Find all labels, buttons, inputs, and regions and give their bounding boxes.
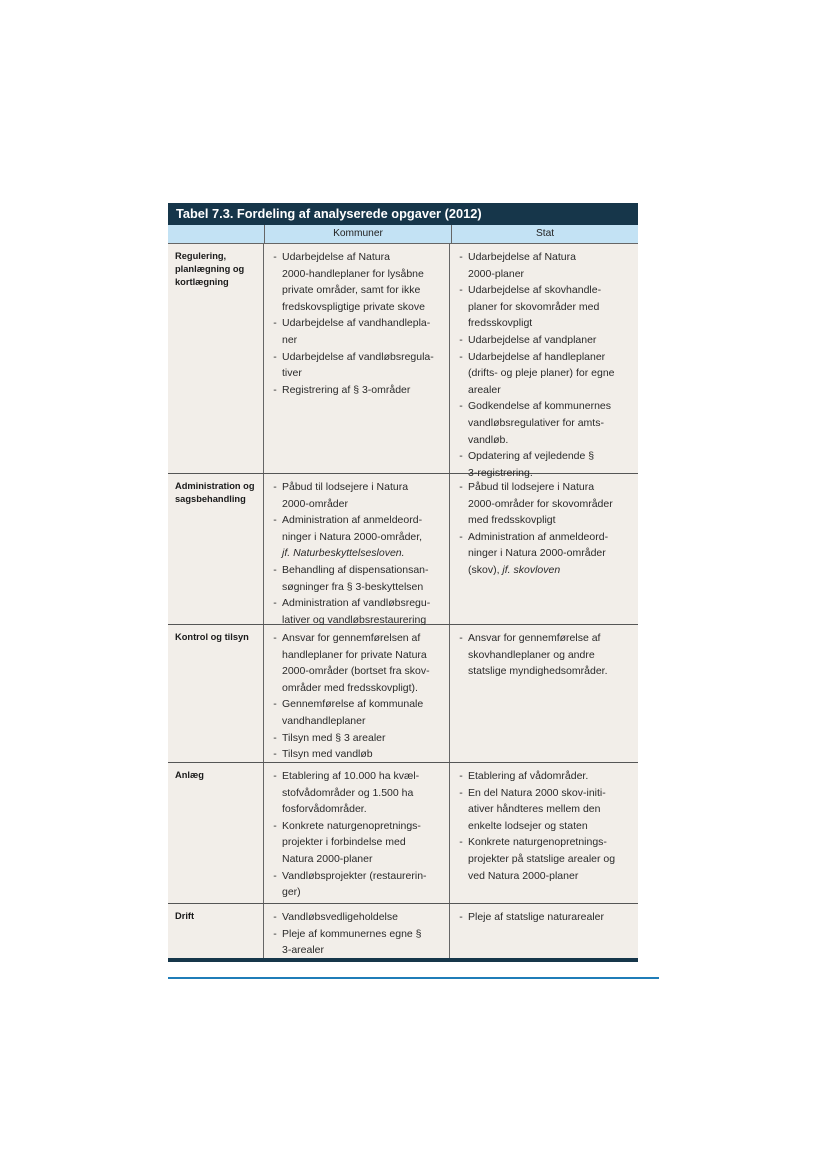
text-line: 2000-områder for skovområder — [468, 497, 613, 510]
list-item — [268, 696, 445, 729]
text-line: Påbud til lodsejere i Natura — [282, 481, 409, 493]
kommuner-cell — [264, 474, 450, 624]
text-line: Påbud til lodsejere i Natura — [468, 481, 595, 493]
stat-cell — [450, 763, 638, 903]
dash-bullet: - — [273, 927, 277, 940]
text-line: (skov), jf. skovloven — [468, 563, 561, 576]
dash-bullet: - — [459, 284, 463, 297]
text-line: Konkrete naturgenopretnings- — [468, 836, 607, 849]
row-label-line: Regulering, — [175, 251, 227, 261]
dash-bullet: - — [459, 481, 463, 493]
text-line: handleplaner for private Natura — [282, 648, 427, 661]
list-item — [454, 479, 634, 529]
list-item — [454, 785, 634, 835]
table-row — [168, 763, 638, 904]
list-item — [268, 512, 445, 562]
list-item-text — [468, 630, 608, 680]
kommuner-cell — [264, 763, 450, 903]
kommuner-cell — [264, 244, 450, 473]
list-item-text — [468, 785, 606, 835]
stat-cell — [450, 625, 638, 762]
dash-bullet: - — [273, 563, 277, 576]
list-item — [268, 926, 445, 959]
text-line: søgninger fra § 3-beskyttelsen — [282, 580, 424, 593]
row-label — [168, 904, 264, 958]
list-item — [268, 382, 445, 399]
list-item — [454, 332, 634, 349]
list-item — [454, 349, 634, 399]
header-empty-cell — [168, 225, 265, 243]
list-item-text — [282, 479, 408, 512]
text-line: stofvådområder og 1.500 ha — [282, 786, 414, 799]
dash-bullet: - — [459, 632, 463, 644]
row-label-line: planlægning og — [175, 264, 245, 274]
list-item — [268, 868, 445, 901]
dash-bullet: - — [273, 698, 277, 711]
text-line: Ansvar for gennemførelsen af — [282, 632, 421, 644]
row-label-line: sagsbehandling — [175, 494, 246, 504]
table-row — [168, 904, 638, 959]
list-item-text — [282, 746, 373, 763]
dash-bullet: - — [273, 383, 277, 396]
text-line: Pleje af statslige naturarealer — [468, 911, 604, 923]
dash-bullet: - — [273, 869, 277, 882]
text-line: skovhandleplaner og andre — [468, 648, 595, 661]
dash-bullet: - — [273, 731, 277, 744]
text-line: områder med fredsskovpligt). — [282, 681, 418, 694]
text-line: enkelte lodsejer og staten — [468, 819, 588, 832]
text-line: Natura 2000-planer — [282, 852, 373, 865]
text-line: 2000-områder — [282, 497, 348, 510]
text-line: fredsskovpligt — [468, 317, 533, 330]
text-line: projekter i forbindelse med — [282, 836, 406, 849]
list-item — [454, 282, 634, 332]
list-item-text — [282, 730, 386, 747]
list-item — [268, 818, 445, 868]
list-item — [454, 909, 634, 926]
list-item-text — [468, 529, 608, 579]
list-item — [268, 595, 445, 628]
text-line: Udarbejdelse af Natura — [468, 251, 576, 263]
text-line: arealer — [468, 383, 501, 396]
text-line: ninger i Natura 2000-områder — [468, 547, 606, 560]
dash-bullet: - — [273, 819, 277, 832]
dash-bullet: - — [273, 770, 277, 782]
text-line: Administration af anmeldeord- — [282, 514, 423, 527]
row-label — [168, 625, 264, 762]
text-line: ner — [282, 333, 298, 346]
list-item-text — [282, 926, 422, 959]
text-line: ativer håndteres mellem den — [468, 803, 601, 816]
list-item-text — [282, 315, 430, 348]
list-item — [268, 730, 445, 747]
dash-bullet: - — [273, 481, 277, 493]
text-line: vandhandleplaner — [282, 714, 366, 727]
list-item-text — [282, 249, 425, 315]
dash-bullet: - — [459, 333, 463, 346]
text-line: Konkrete naturgenopretnings- — [282, 819, 421, 832]
dash-bullet: - — [459, 450, 463, 463]
list-item — [268, 562, 445, 595]
list-item-text — [282, 818, 421, 868]
text-line: lativer og vandløbsrestaurering — [282, 613, 427, 626]
dash-bullet: - — [459, 400, 463, 413]
dash-bullet: - — [459, 251, 463, 263]
text-line: Ansvar for gennemførelse af — [468, 632, 601, 644]
text-line: Godkendelse af kommunernes — [468, 400, 611, 413]
text-line: (drifts- og pleje planer) for egne — [468, 367, 615, 380]
dash-bullet: - — [273, 514, 277, 527]
list-item-text — [282, 349, 434, 382]
text-line: Vandløbsvedligeholdelse — [282, 911, 398, 923]
text-line: Opdatering af vejledende § — [468, 450, 595, 463]
task-distribution-table — [168, 203, 638, 959]
table-header-row — [168, 225, 638, 244]
list-item — [268, 249, 445, 315]
row-label-line: Kontrol og tilsyn — [175, 632, 249, 642]
text-line: Registrering af § 3-områder — [282, 383, 411, 396]
list-item — [268, 630, 445, 696]
list-item-text — [468, 249, 576, 282]
table-row — [168, 625, 638, 763]
text-line: jf. Naturbeskyttelsesloven. — [282, 547, 405, 560]
text-line: vandløb. — [468, 433, 509, 446]
list-item — [454, 529, 634, 579]
text-line: Udarbejdelse af vandplaner — [468, 333, 597, 346]
text-line: Etablering af vådområder. — [468, 770, 589, 782]
stat-cell — [450, 474, 638, 624]
text-line: Etablering af 10.000 ha kvæl- — [282, 770, 420, 782]
list-item — [268, 479, 445, 512]
text-line: Vandløbsprojekter (restaurerin- — [282, 869, 427, 882]
text-line: 3-registrering. — [468, 466, 533, 479]
list-item-text — [282, 909, 398, 926]
text-line: vandløbsregulativer for amts- — [468, 416, 604, 429]
list-item-text — [282, 512, 422, 562]
text-line: Behandling af dispensationsan- — [282, 563, 429, 576]
row-label-line: Administration og — [175, 481, 255, 491]
table-body — [168, 244, 638, 959]
list-item-text — [468, 282, 601, 332]
text-line: Tilsyn med vandløb — [282, 748, 373, 761]
text-line: 2000-områder (bortset fra skov- — [282, 665, 430, 678]
text-line: Udarbejdelse af vandløbsregula- — [282, 350, 434, 363]
text-line: Tilsyn med § 3 arealer — [282, 731, 386, 744]
text-line: Administration af anmeldeord- — [468, 530, 609, 543]
text-line: Udarbejdelse af handleplaner — [468, 350, 606, 363]
text-line: 2000-handleplaner for lysåbne — [282, 267, 424, 280]
row-label — [168, 244, 264, 473]
header-stat: Stat — [535, 228, 555, 239]
list-item — [268, 349, 445, 382]
dash-bullet: - — [273, 911, 277, 923]
list-item — [454, 249, 634, 282]
text-line: ved Natura 2000-planer — [468, 869, 579, 882]
list-item — [454, 768, 634, 785]
dash-bullet: - — [459, 786, 463, 799]
row-label-line: Anlæg — [175, 770, 204, 780]
list-item-text — [468, 479, 613, 529]
stat-cell — [450, 904, 638, 958]
text-line: planer for skovområder med — [468, 300, 600, 313]
list-item-text — [468, 909, 604, 926]
text-line: ger) — [282, 886, 301, 899]
list-item-text — [468, 398, 611, 448]
list-item — [454, 630, 634, 680]
dash-bullet: - — [459, 530, 463, 543]
dash-bullet: - — [273, 597, 277, 610]
list-item-text — [282, 868, 427, 901]
list-item — [268, 768, 445, 818]
list-item-text — [282, 696, 423, 729]
dash-bullet: - — [273, 251, 277, 263]
text-line: Administration af vandløbsregu- — [282, 597, 431, 610]
list-item — [268, 909, 445, 926]
list-item-text — [282, 595, 430, 628]
row-label-line: Drift — [175, 911, 195, 921]
row-label-line: kortlægning — [175, 277, 229, 287]
row-label — [168, 763, 264, 903]
text-line: Udarbejdelse af Natura — [282, 251, 390, 263]
list-item — [454, 398, 634, 448]
text-line: statslige myndighedsområder. — [468, 665, 608, 678]
text-line: Udarbejdelse af vandhandlepla- — [282, 317, 431, 330]
text-line: tiver — [282, 367, 302, 380]
table-row — [168, 474, 638, 625]
text-line: 2000-planer — [468, 267, 525, 280]
text-line: Pleje af kommunernes egne § — [282, 927, 422, 940]
text-line: 3-arealer — [282, 944, 325, 957]
text-line: fosforvådområder. — [282, 803, 367, 816]
list-item-text — [468, 834, 615, 884]
text-line: En del Natura 2000 skov-initi- — [468, 786, 606, 799]
text-line: fredskovspligtige private skove — [282, 300, 425, 313]
stat-cell — [450, 244, 638, 479]
page-rule — [168, 977, 659, 979]
list-item — [454, 834, 634, 884]
dash-bullet: - — [273, 317, 277, 330]
kommuner-cell — [264, 625, 450, 762]
text-line: projekter på statslige arealer og — [468, 852, 616, 865]
text-line: ninger i Natura 2000-områder, — [282, 530, 423, 543]
text-line: med fredsskovpligt — [468, 514, 556, 527]
dash-bullet: - — [459, 911, 463, 923]
dash-bullet: - — [459, 770, 463, 782]
row-label — [168, 474, 264, 624]
dash-bullet: - — [273, 632, 277, 644]
text-line: Gennemførelse af kommunale — [282, 698, 424, 711]
dash-bullet: - — [273, 748, 277, 761]
list-item-text — [282, 382, 410, 399]
table-row — [168, 244, 638, 479]
dash-bullet: - — [459, 350, 463, 363]
list-item — [268, 315, 445, 348]
header-kommuner: Kommuner — [265, 225, 452, 243]
list-item-text — [282, 562, 429, 595]
list-item-text — [468, 332, 596, 349]
list-item-text — [468, 768, 588, 785]
list-item-text — [468, 349, 615, 399]
table-bottom-bar — [168, 958, 638, 962]
text-line: Udarbejdelse af skovhandle- — [468, 284, 602, 297]
kommuner-cell — [264, 904, 450, 958]
dash-bullet: - — [459, 836, 463, 849]
dash-bullet: - — [273, 350, 277, 363]
text-line: private områder, samt for ikke — [282, 284, 421, 297]
list-item — [268, 746, 445, 763]
list-item-text — [282, 768, 419, 818]
table-title: Tabel 7.3. Fordeling af analyserede opgaver (2012) — [168, 203, 638, 225]
list-item-text — [282, 630, 430, 696]
